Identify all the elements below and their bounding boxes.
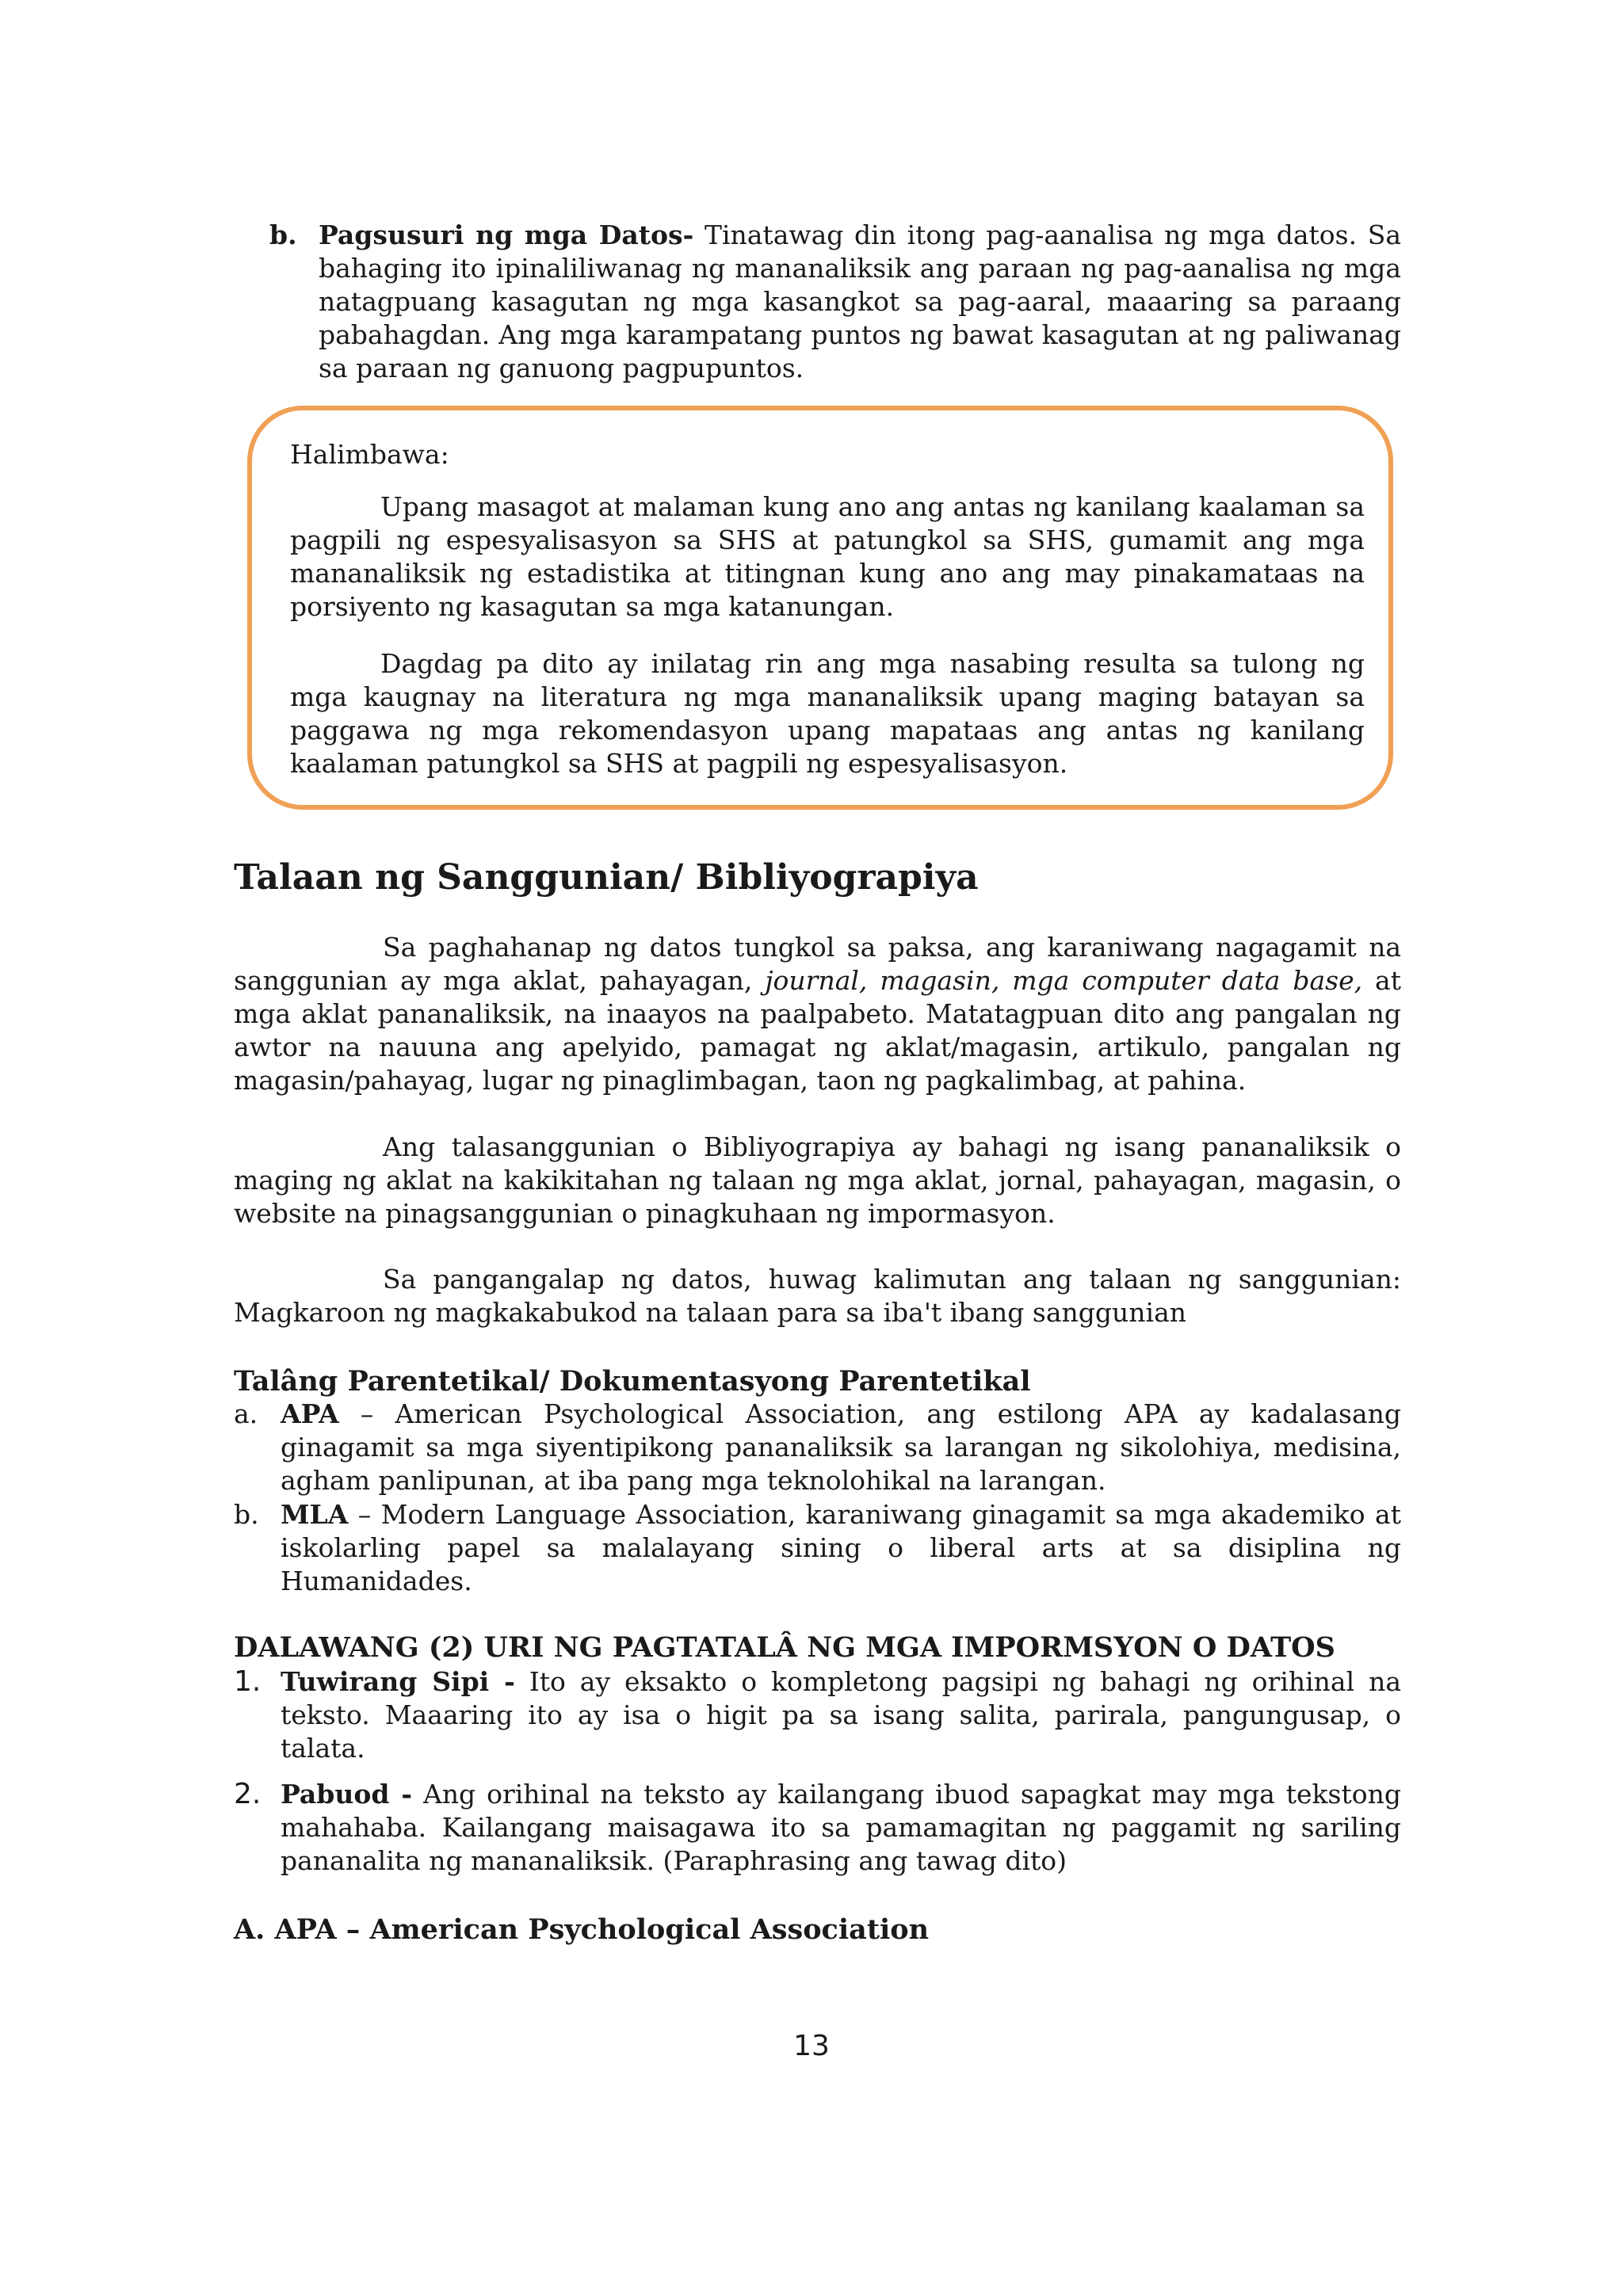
example-paragraph-2: Dagdag pa dito ay inilatag rin ang mga nasabing resulta sa tulong ng mga kaugnay na literatura ng mga mananaliksik upang maging batayan sa paggawa ng mga rekomendasyon upang mapataas ang antas ng kanilang kaalaman patungkol sa SHS at pagpili ng espesyalisasyon.: [290, 648, 1365, 779]
uri-item-tuwirang-sipi: [281, 1665, 1401, 1765]
section-b-text: Tinatawag din itong pag-aanalisa ng mga datos. Sa bahaging ito ipinaliliwanag ng mananaliksik ang paraan ng pag-aanalisa ng mga natagpuang kasagutan ng mga kasangkot sa pag-aaral, maaaring sa paraang pabahagdan. Ang mga karampatang puntos ng bawat kasagutan at ng paliwanag sa paraan ng ganuong pagpupuntos.: [319, 219, 1401, 383]
parentetikal-heading: Talâng Parentetikal/ Dokumentasyong Parentetikal: [234, 1365, 1031, 1398]
list-marker: b.: [269, 219, 297, 250]
mla-text: – Modern Language Association, karaniwang ginagamit sa mga akademiko at iskolarling papel sa malalayang sining o liberal arts at sa disiplina ng Humanidades.: [281, 1499, 1401, 1596]
apa-term: APA: [281, 1398, 339, 1429]
section-b-paragraph: [319, 219, 1401, 385]
talaan-p1-text: Sa paghahanap ng datos tungkol sa paksa, ang karaniwang nagagamit na sanggunian ay mga aklat, pahayagan,: [234, 932, 1401, 996]
parentetikal-item-apa: [281, 1398, 1401, 1497]
list-marker: a.: [234, 1398, 258, 1429]
talaan-paragraph-2: Ang talasanggunian o Bibliyograpiya ay bahagi ng isang pananaliksik o maging ng aklat na kakikitahan ng talaan ng mga aklat, jornal, pahayagan, magasin, o website na pinagsanggunian o pinagkuhaan ng impormasyon.: [234, 1131, 1401, 1229]
example-paragraph-1: Upang masagot at malaman kung ano ang antas ng kanilang kaalaman sa pagpili ng espesyalisasyon sa SHS at patungkol sa SHS, gumamit ang mga mananaliksik ng estadistika at titingnan kung ano ang may pinakamataas na porsiyento ng kasagutan sa mga katanungan.: [290, 491, 1365, 622]
list-marker: b.: [234, 1499, 259, 1530]
tuwirang-sipi-text: Ito ay eksakto o kompletong pagsipi ng bahagi ng orihinal na teksto. Maaaring ito ay isa o higit pa sa isang salita, parirala, pangungusap, o talata.: [281, 1666, 1402, 1764]
uri-item-pabuod: [281, 1778, 1401, 1878]
parentetikal-item-mla: [281, 1498, 1401, 1598]
tuwirang-sipi-term: Tuwirang Sipi -: [281, 1666, 515, 1697]
list-marker: 2.: [234, 1778, 262, 1810]
uri-heading: DALAWANG (2) URI NG PAGTATALÂ NG MGA IMPORMSYON O DATOS: [234, 1631, 1335, 1664]
apa-section-heading: A. APA – American Psychological Association: [234, 1913, 930, 1946]
pabuod-text: Ang orihinal na teksto ay kailangang ibuod sapagkat may mga tekstong mahahaba. Kailangang maisagawa ito sa pamamagitan ng paggamit ng sariling pananalita ng mananaliksik. (Paraphrasing ang tawag dito): [281, 1779, 1401, 1876]
page-number: 13: [793, 2030, 830, 2062]
talaan-p1-text-2: at mga aklat pananaliksik, na inaayos na paalpabeto. Matatagpuan dito ang pangalan ng awtor na nauuna ang apelyido, pamagat ng aklat/magasin, artikulo, pangalan ng magasin/pahayag, lugar ng pinaglimbagan, taon ng pagkalimbag, at pahina.: [234, 965, 1401, 1096]
talaan-heading: Talaan ng Sanggunian/ Bibliyograpiya: [234, 857, 979, 898]
example-label: Halimbawa:: [290, 439, 449, 470]
mla-term: MLA: [281, 1499, 349, 1530]
list-marker: 1.: [234, 1665, 262, 1698]
apa-text: – American Psychological Association, ang estilong APA ay kadalasang ginagamit sa mga siyentipikong pananaliksik sa larangan ng sikolohiya, medisina, agham panlipunan, at iba pang mga teknolohikal na larangan.: [281, 1398, 1401, 1496]
pabuod-term: Pabuod -: [281, 1779, 413, 1810]
talaan-paragraph-1: [234, 931, 1401, 1097]
talaan-p1-italic: journal, magasin, mga computer data base,: [765, 965, 1363, 996]
talaan-paragraph-3: Sa pangangalap ng datos, huwag kalimutan ang talaan ng sanggunian: Magkaroon ng magkakabukod na talaan para sa iba't ibang sanggunian: [234, 1264, 1401, 1328]
section-b-term: Pagsusuri ng mga Datos-: [319, 219, 694, 250]
